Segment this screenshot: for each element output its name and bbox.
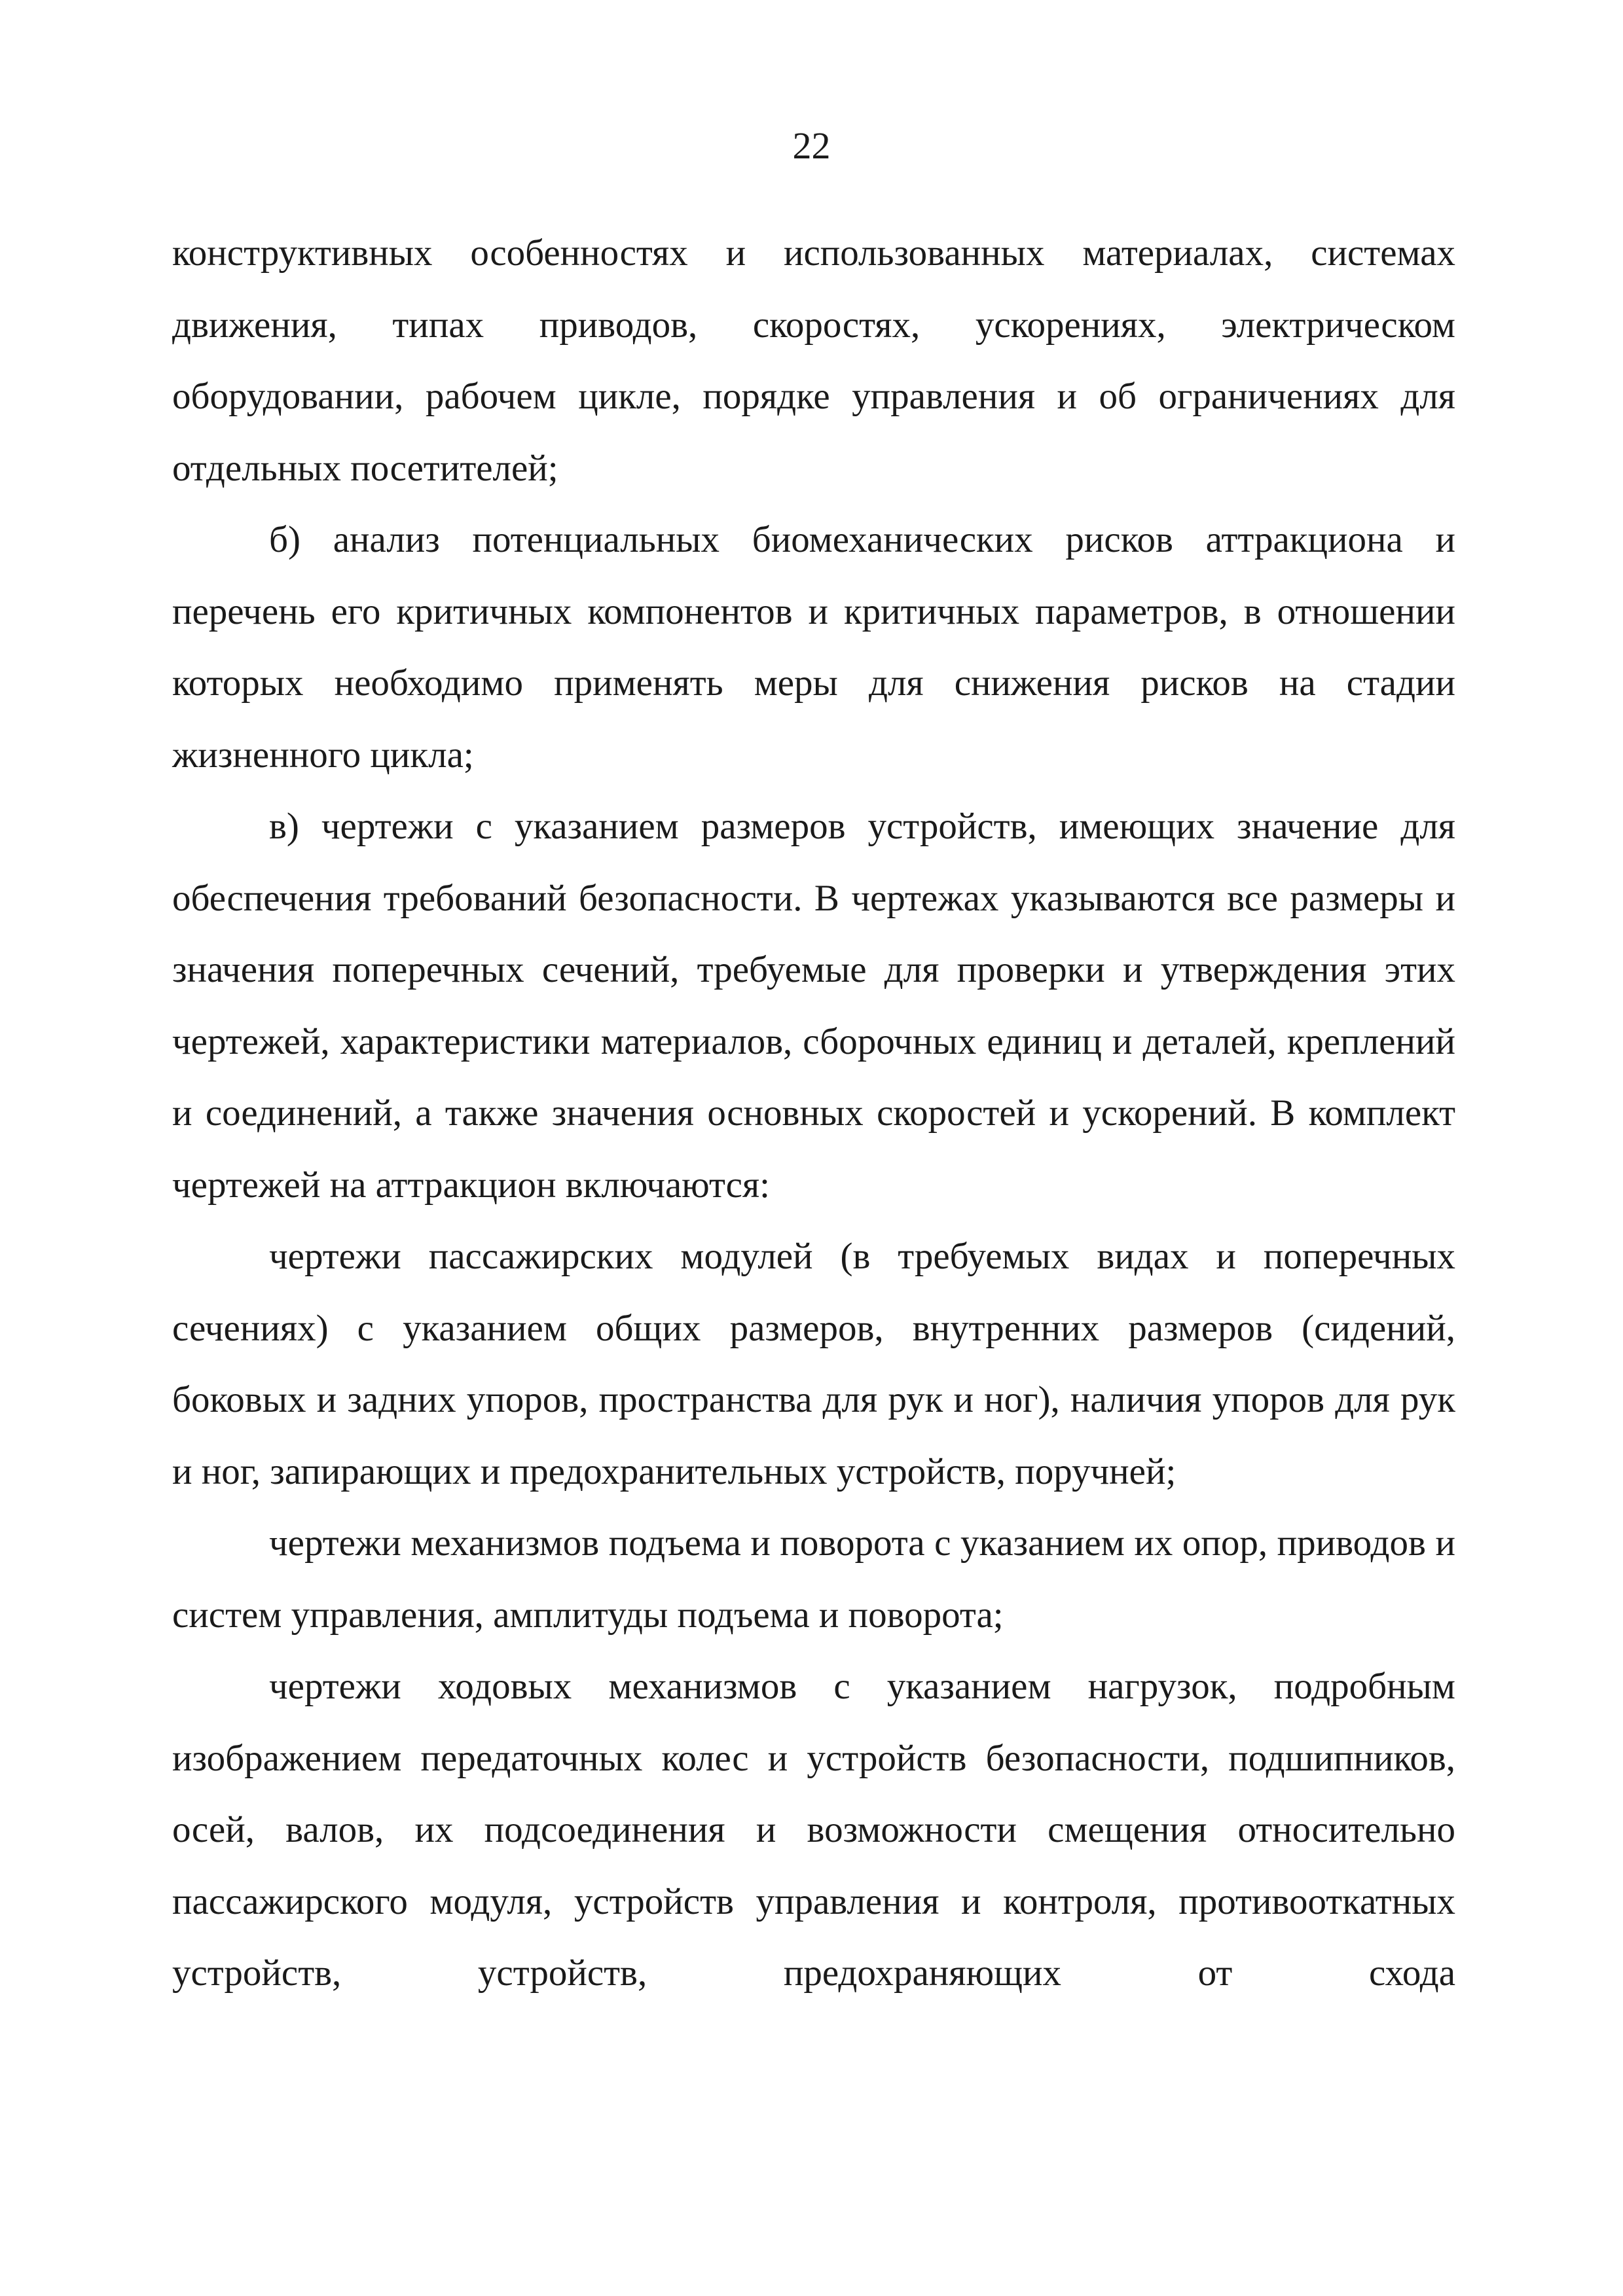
paragraph: конструктивных особенностях и использованных материалах, системах движения, типах приводов, скоростях, ускорениях, электрическом оборудовании, рабочем цикле, порядке управления и об ограничениях для отдельных посетителей; bbox=[172, 232, 1455, 489]
paragraph: чертежи ходовых механизмов с указанием нагрузок, подробным изображением передаточных колес и устройств безопасности, подшипников, осей, валов, их подсоединения и возможности смещения относительно пассажирского модуля, устройств управления и контроля, противооткатных устройств, устройств, предохраняющих от схода bbox=[172, 1666, 1455, 1994]
document-body bbox=[172, 217, 1455, 2009]
page-number: 22 bbox=[792, 124, 831, 167]
paragraph: чертежи механизмов подъема и поворота с указанием их опор, приводов и систем управления, амплитуды подъема и поворота; bbox=[172, 1522, 1455, 1636]
paragraph: б) анализ потенциальных биомеханических рисков аттракциона и перечень его критичных компонентов и критичных параметров, в отношении которых необходимо применять меры для снижения рисков на стадии жизненного цикла; bbox=[172, 519, 1455, 776]
paragraph: чертежи пассажирских модулей (в требуемых видах и поперечных сечениях) с указанием общих размеров, внутренних размеров (сидений, боковых и задних упоров, пространства для рук и ног), наличия упоров для рук и ног, запирающих и предохранительных устройств, поручней; bbox=[172, 1236, 1455, 1492]
paragraph: в) чертежи с указанием размеров устройств, имеющих значение для обеспечения требований безопасности. В чертежах указываются все размеры и значения поперечных сечений, требуемые для проверки и утверждения этих чертежей, характеристики материалов, сборочных единиц и деталей, креплений и соединений, а также значения основных скоростей и ускорений. В комплект чертежей на аттракцион включаются: bbox=[172, 806, 1455, 1206]
